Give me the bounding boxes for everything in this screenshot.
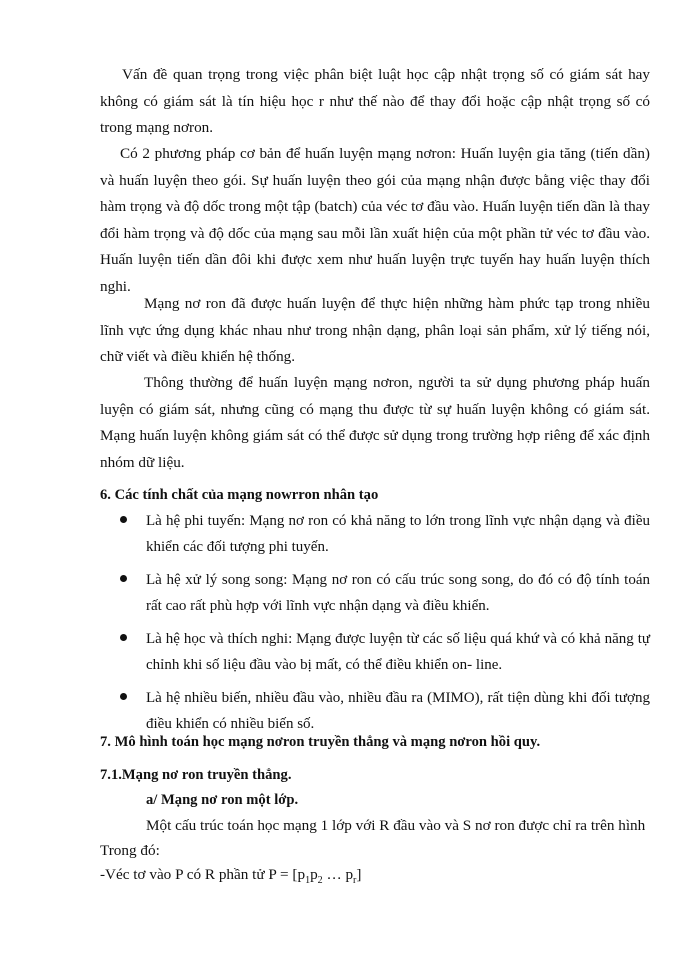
bullet-icon (120, 516, 127, 523)
list-item: Là hệ học và thích nghi: Mạng được luyện từ các số liệu quá khứ và có khả năng tự chỉnh khi số liệu đầu vào bị mất, có thể điều khiển on- line. (118, 626, 650, 678)
paragraph-1: Vấn đề quan trọng trong việc phân biệt luật học cập nhật trọng số có giám sát hay không có giám sát là tín hiệu học r như thế nào để thay đổi hoặc cập nhật trọng số có trong mạng nơron. (100, 66, 650, 136)
section-7-heading: 7. Mô hình toán học mạng nơron truyền thẳng và mạng nơron hồi quy. (100, 734, 541, 750)
bullet-icon (120, 693, 127, 700)
list-item: Là hệ xử lý song song: Mạng nơ ron có cấu trúc song song, do đó có độ tính toán rất cao rất phù hợp với lĩnh vực nhận dạng và điều khiển. (118, 567, 650, 619)
paragraph-3: Mạng nơ ron đã được huấn luyện để thực hiện những hàm phức tạp trong nhiều lĩnh vực ứng dụng khác nhau như trong nhận dạng, phân loại sản phẩm, xử lý tiếng nói, chữ viết và điều khiển hệ thống. (100, 295, 650, 365)
list-item: Là hệ phi tuyến: Mạng nơ ron có khả năng to lớn trong lĩnh vực nhận dạng và điều khiển các đối tượng phi tuyến. (118, 508, 650, 560)
paragraph-2: Có 2 phương pháp cơ bản để huấn luyện mạng nơron: Huấn luyện gia tăng (tiến dần) và huấn luyện theo gói. Sự huấn luyện theo gói của mạng nhận được bằng việc thay đổi hàm trọng và độ dốc trong một tập (batch) của véc tơ đầu vào. Huấn luyện tiến dần là thay đổi hàm trọng và độ dốc của mạng sau mỗi lần xuất hiện của một phần tử véc tơ đầu vào. Huấn luyện tiến dần đôi khi được xem như huấn luyện trực tuyến hay huấn luyện thích nghi. (100, 145, 650, 295)
section-7-1-heading: 7.1.Mạng nơ ron truyền thẳng. (100, 767, 292, 783)
where-label: Trong đó: (100, 842, 160, 859)
section-7-1-a-heading: a/ Mạng nơ ron một lớp. (146, 792, 299, 808)
list-item: Là hệ nhiều biến, nhiều đầu vào, nhiều đầu ra (MIMO), rất tiện dùng khi đối tượng điều khiển có nhiều biến số. (118, 685, 650, 737)
input-vector-line: -Véc tơ vào P có R phần tử $P = [p_1p_2$ … $p_r$] (100, 866, 362, 887)
section-6-heading: 6. Các tính chất của mạng nowrron nhân tạo (100, 487, 379, 503)
paragraph-4: Thông thường để huấn luyện mạng nơron, người ta sử dụng phương pháp huấn luyện có giám sát, nhưng cũng có mạng thu được từ sự huấn luyện không có giám sát. Mạng huấn luyện không giám sát có thể được sử dụng trong trường hợp riêng để xác định nhóm dữ liệu. (100, 374, 650, 471)
structure-sentence: Một cấu trúc toán học mạng 1 lớp với R đầu vào và S nơ ron được chỉ ra trên hình (146, 817, 646, 834)
bullet-icon (120, 634, 127, 641)
properties-list (118, 508, 650, 744)
bullet-icon (120, 575, 127, 582)
